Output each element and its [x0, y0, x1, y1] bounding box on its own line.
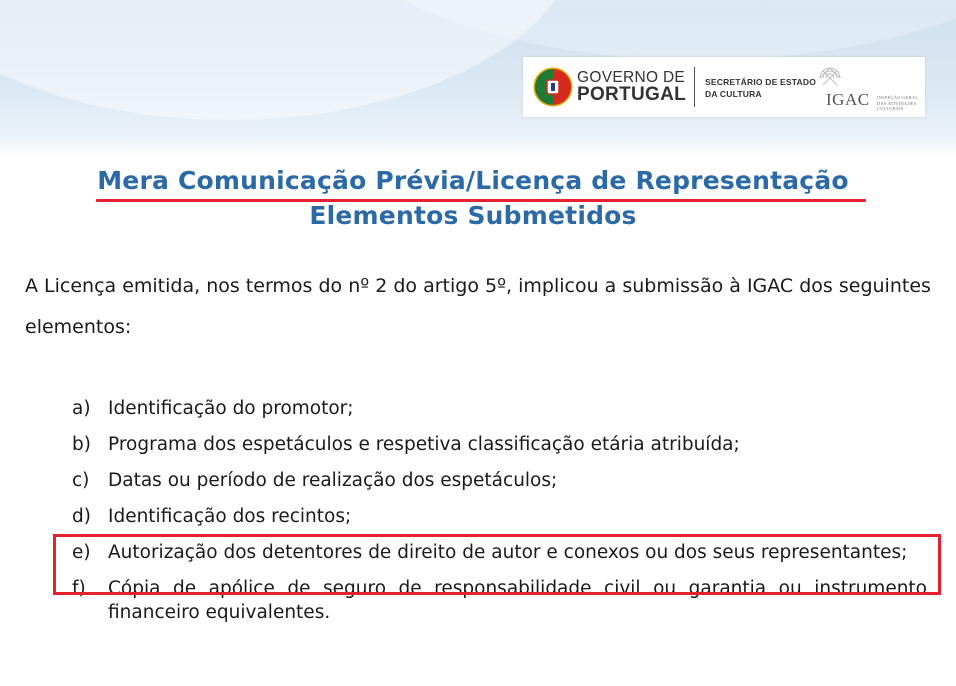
intro-paragraph: A Licença emitida, nos termos do nº 2 do artigo 5º, implicou a submissão à IGAC dos seguintes elementos:: [25, 275, 931, 338]
government-line2: PORTUGAL: [577, 84, 687, 105]
list-item-letter: f): [72, 578, 86, 599]
igac-subtitle: INSPEÇÃO-GERAL DAS ATIVIDADES CULTURAIS: [877, 95, 919, 111]
secretariat-line2: DA CULTURA: [705, 89, 762, 99]
list-item-text: Datas ou período de realização dos espetáculos;: [108, 470, 558, 491]
list-item-letter: d): [72, 506, 91, 527]
list-item-text: Autorização dos detentores de direito de autor e conexos ou dos seus representantes;: [108, 542, 908, 563]
list-item: [0, 505, 956, 529]
list-item-text: Identificação dos recintos;: [108, 506, 352, 527]
secretariat-label: [705, 76, 816, 100]
item-e-highlight-box: [53, 534, 941, 595]
secretariat-line1: SECRETÁRIO DE ESTADO: [705, 77, 817, 87]
page-subtitle: Elementos Submetidos: [309, 201, 637, 230]
portugal-emblem-icon: [533, 65, 573, 109]
header-band: [0, 0, 956, 158]
igac-swirl-icon: [815, 65, 845, 91]
list-item-letter: b): [72, 434, 91, 455]
page-title: Mera Comunicação Prévia/Licença de Representação: [97, 166, 849, 195]
igac-wordmark: IGAC: [826, 90, 870, 109]
list-item: [0, 397, 956, 421]
list-item-letter: a): [72, 398, 91, 419]
list-item-letter: c): [72, 470, 90, 491]
list-item-text: Identificação do promotor;: [108, 398, 354, 419]
list-item-text: Cópia de apólice de seguro de responsabilidade civil ou garantia ou instrumento financeiro equivalentes.: [108, 578, 927, 623]
list-item: [0, 469, 956, 493]
list-item: [0, 433, 956, 457]
list-item-text: Programa dos espetáculos e respetiva classificação etária atribuída;: [108, 434, 740, 455]
logo-divider: [694, 67, 695, 107]
government-wordmark: [577, 69, 686, 103]
logo-banner: [523, 57, 925, 117]
government-line1: GOVERNO DE: [577, 69, 686, 86]
list-item-letter: e): [72, 542, 91, 563]
